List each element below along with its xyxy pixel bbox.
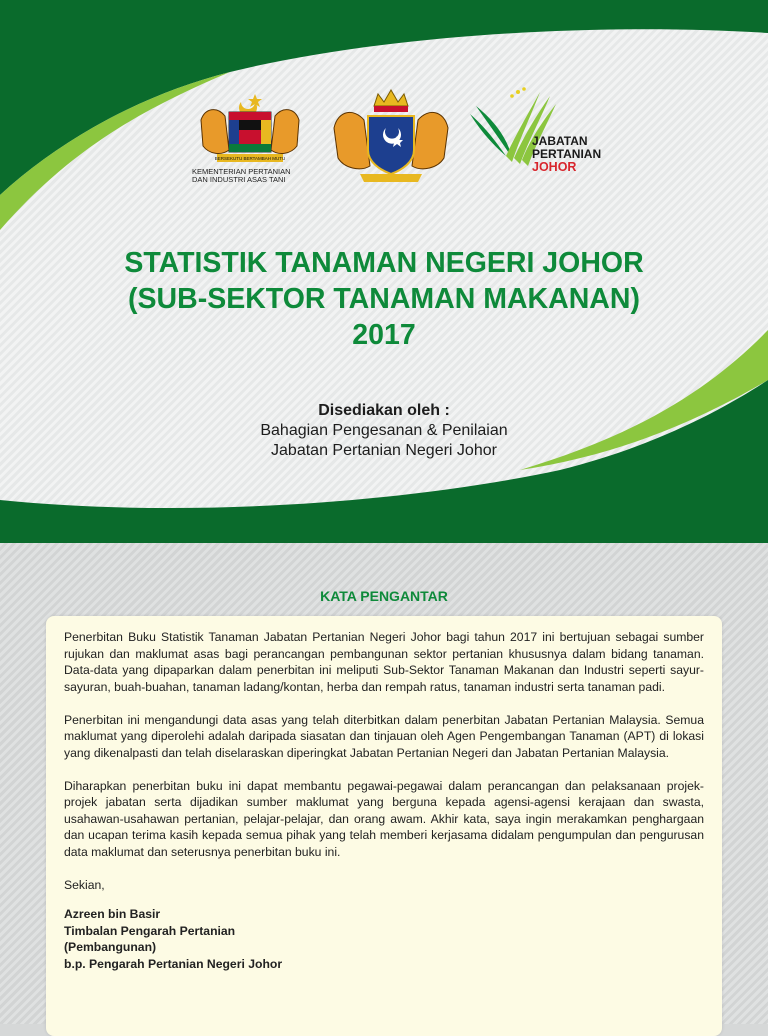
- prepared-by-dept2: Jabatan Pertanian Negeri Johor: [271, 442, 497, 459]
- johor-logo: [330, 88, 452, 184]
- kementerian-caption-line2: DAN INDUSTRI ASAS TANI: [192, 175, 286, 184]
- signatory-title-1: Timbalan Pengarah Pertanian: [64, 923, 236, 938]
- preface-card: [46, 616, 722, 1036]
- preface-paragraph-3: Diharapkan penerbitan buku ini dapat membantu pegawai-pegawai dalam perancangan dan pelaksanaan projek-projek jabatan serta dijadikan sumber maklumat yang berguna kepada agensi-agensi kerajaan dan swasta, usahawan-usahawan pertanian, pelajar-pelajar, dan orang awam. Akhir kata, saya ingin merakamkan penghargaan dan ucapan terima kasih kepada semua pihak yang telah memberi kerjasama didalam pengumpulan dan pengurusan data maklumat dan seterusnya penerbitan buku ini.: [64, 778, 704, 859]
- jabatan-line3: JOHOR: [532, 160, 577, 174]
- preface-closing: Sekian,: [64, 877, 105, 892]
- prepared-by-block: [0, 401, 768, 461]
- prepared-by-label: Disediakan oleh :: [318, 402, 450, 419]
- cover-title-line1: STATISTIK TANAMAN NEGERI JOHOR: [124, 247, 644, 279]
- prepared-by-dept1: Bahagian Pengesanan & Penilaian: [260, 422, 508, 439]
- cover-title-year: 2017: [352, 319, 416, 351]
- jabatan-pertanian-logo: [466, 86, 626, 186]
- svg-text:BERSEKUTU BERTAMBAH MUTU: BERSEKUTU BERTAMBAH MUTU: [214, 156, 286, 161]
- cover-title-line2: (SUB-SEKTOR TANAMAN MAKANAN): [128, 283, 640, 315]
- cover-title: [0, 245, 768, 353]
- signatory-title-2: (Pembangunan): [64, 940, 157, 954]
- johor-coat-of-arms-icon: [330, 88, 452, 184]
- kementerian-logo: [190, 90, 310, 190]
- preface-paragraph-2: Penerbitan ini mengandungi data asas yang telah diterbitkan dalam penerbitan Jabatan Pertanian Malaysia. Semua maklumat yang diperolehi adalah daripada siasatan dan tinjauan oleh Agen Pengembangan Tanaman (APT) di lokasi yang dikenalpasti dan telah diselaraskan diperingkat Jabatan Pertanian Negeri dan Jabatan Pertanian Malaysia.: [64, 712, 704, 760]
- preface-heading: KATA PENGANTAR: [320, 588, 448, 604]
- jabatan-line1: JABATAN: [532, 134, 588, 148]
- malaysia-coat-of-arms-icon: [195, 90, 305, 166]
- signatory-title-3: b.p. Pengarah Pertanian Negeri Johor: [64, 956, 283, 971]
- jabatan-line2: PERTANIAN: [532, 147, 602, 161]
- signatory-name: Azreen bin Basir: [64, 907, 161, 921]
- kementerian-caption-line1: KEMENTERIAN PERTANIAN: [192, 167, 291, 176]
- preface-body: [64, 629, 704, 972]
- preface-page: [0, 543, 768, 1024]
- preface-paragraph-1: Penerbitan Buku Statistik Tanaman Jabatan Pertanian Negeri Johor bagi tahun 2017 ini bertujuan sebagai sumber rujukan dan maklumat asas bagi perancangan pembangunan sektor pertanian khususnya dalam bidang tanaman. Data-data yang dipaparkan dalam penerbitan ini meliputi Sub-Sektor Tanaman Makanan dan Industri seperti sayur-sayuran, buah-buahan, tanaman ladang/kontan, herba dan rempah ratus, tanaman industri serta tanaman padi.: [64, 630, 704, 694]
